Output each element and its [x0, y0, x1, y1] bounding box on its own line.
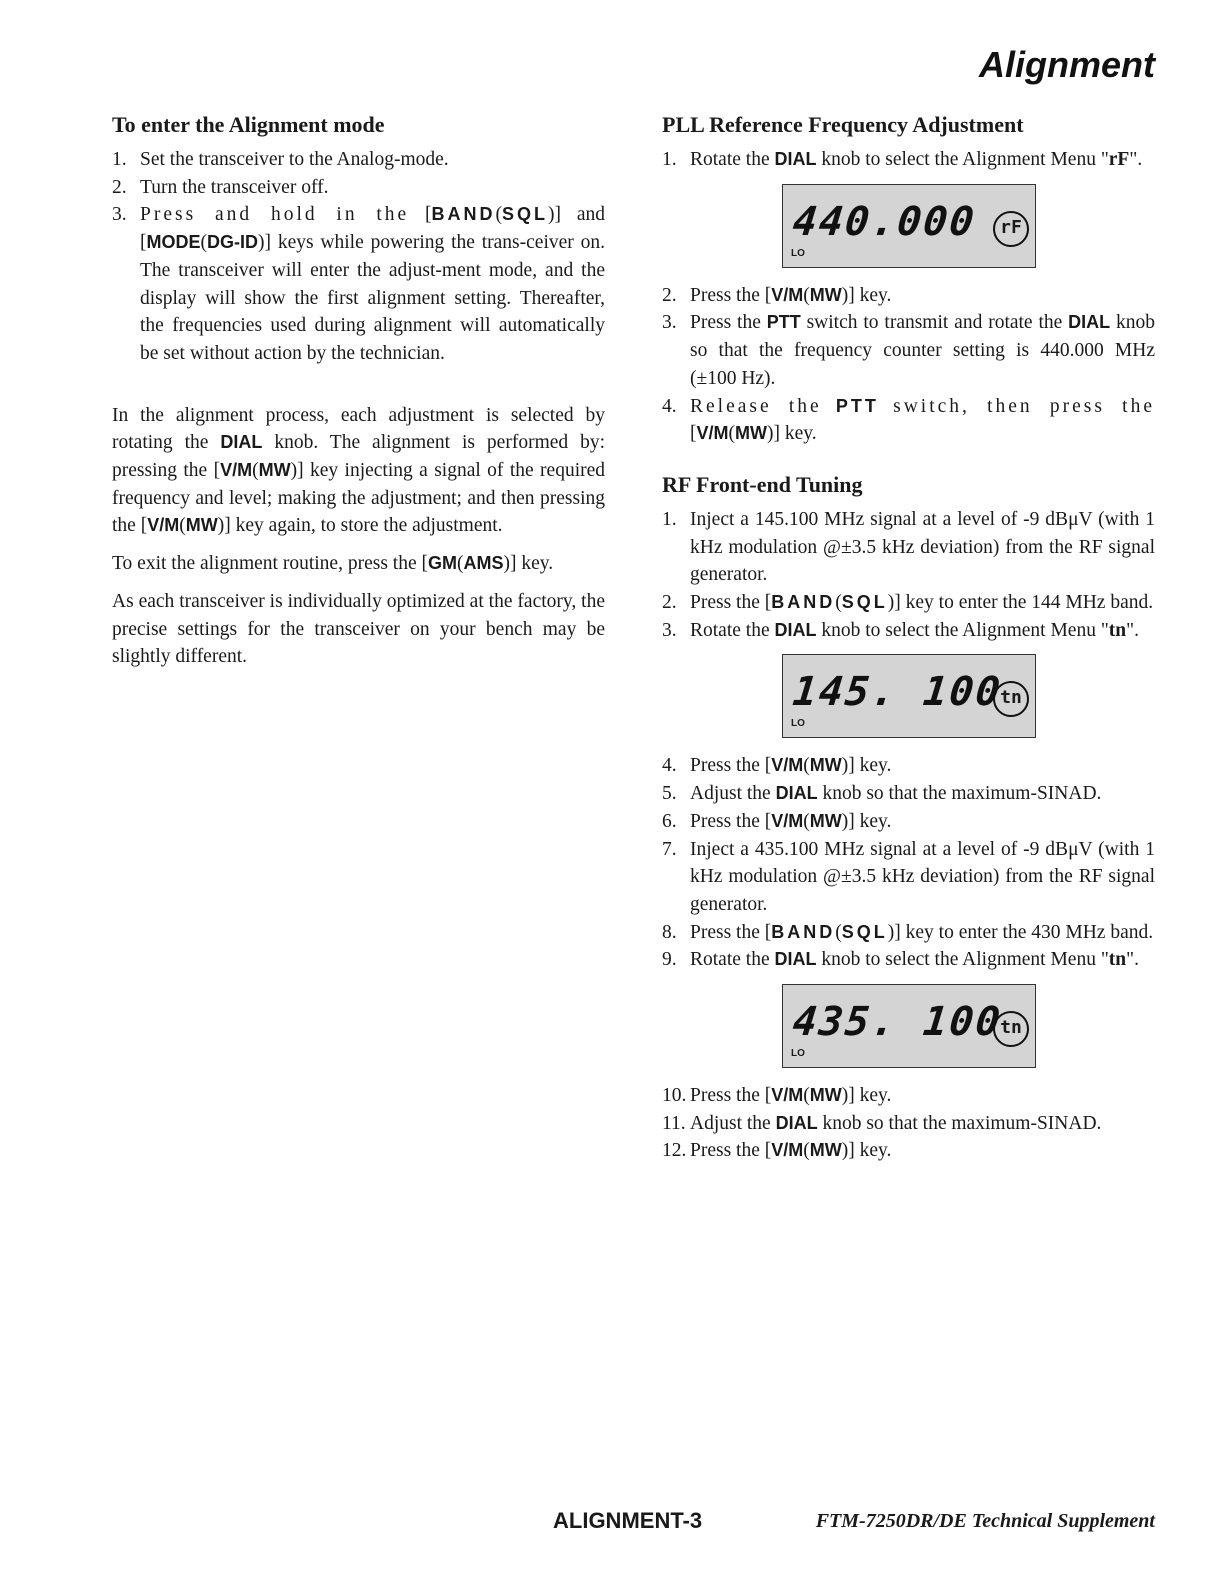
- list-item: [662, 146, 1155, 174]
- lcd-menu-code: rF: [993, 211, 1029, 247]
- step-number: 2.: [662, 592, 677, 614]
- list-item: [662, 946, 1155, 974]
- left-column: [112, 110, 605, 681]
- page-footer: [0, 1508, 1225, 1538]
- step-number: 1.: [112, 149, 127, 170]
- enter-alignment-steps: [112, 146, 605, 368]
- step-number: 12.: [662, 1140, 687, 1162]
- step-number: 4.: [662, 755, 677, 777]
- step-text: Inject a 435.100 MHz signal at a level of -9 dBμV (with 1 kHz modulation @±3.5 kHz deviation) from the RF signal generator.: [690, 838, 1155, 915]
- step-number: 3.: [662, 312, 677, 334]
- step-number: 2.: [112, 176, 127, 198]
- step-text: Adjust the DIAL knob so that the maximum-SINAD.: [690, 1112, 1102, 1134]
- step-text: Press and hold in the [BAND(SQL)] and [MODE(DG-ID)] keys while powering the trans-ceiver on. The transceiver will enter the adjust-ment mode, and the display will show the first alignment setting. Thereafter, the frequencies used during alignment will automatically be set without action by the technician.: [140, 204, 605, 364]
- list-item: [112, 201, 605, 367]
- lcd-menu-code: tn: [993, 681, 1029, 717]
- lcd-lo-indicator: LO: [791, 718, 805, 730]
- lcd-display-rf: [782, 184, 1036, 268]
- list-item: [112, 174, 605, 202]
- step-text: Press the [V/M(MW)] key.: [690, 755, 892, 777]
- list-item: [662, 836, 1155, 919]
- step-number: 1.: [662, 149, 677, 170]
- step-number: 8.: [662, 921, 677, 943]
- step-text: Press the [V/M(MW)] key.: [690, 810, 892, 832]
- lcd-display-tn-435: [782, 984, 1036, 1068]
- step-text: Set the transceiver to the Analog-mode.: [140, 149, 449, 170]
- step-text: Press the PTT switch to transmit and rotate the DIAL knob so that the frequency counter setting is 440.000 MHz (±100 Hz).: [690, 312, 1156, 389]
- list-item: [662, 752, 1155, 780]
- footer-page-number: ALIGNMENT-3: [553, 1508, 703, 1533]
- step-number: 6.: [662, 810, 677, 832]
- lcd-lo-indicator: LO: [791, 1048, 805, 1060]
- paragraph-process: In the alignment process, each adjustment is selected by rotating the DIAL knob. The alignment is performed by: pressing the [V/M(MW)] key injecting a signal of the required frequency and level; making the adjustment; and then pressing the [V/M(MW)] key again, to store the adjustment.: [112, 404, 606, 537]
- list-item: [662, 1082, 1155, 1110]
- step-number: 9.: [662, 949, 677, 971]
- step-text: Rotate the DIAL knob to select the Alignment Menu "rF".: [690, 149, 1143, 170]
- paragraph-optimized: As each transceiver is individually optimized at the factory, the precise settings for the transceiver on your bench may be slightly different.: [112, 590, 605, 668]
- footer-document-title: FTM-7250DR/DE Technical Supplement: [815, 1510, 1155, 1532]
- step-text: Press the [BAND(SQL)] key to enter the 144 MHz band.: [690, 592, 1154, 614]
- pll-steps-b: [662, 282, 1155, 448]
- lcd-frequency: 145. 100: [790, 669, 1005, 716]
- list-item: [662, 282, 1155, 310]
- list-item: [662, 589, 1155, 617]
- lcd-menu-code: tn: [993, 1011, 1029, 1047]
- list-item: [112, 146, 605, 174]
- list-item: [662, 617, 1155, 645]
- lcd-display-tn-145: [782, 654, 1036, 738]
- list-item: [662, 919, 1155, 947]
- pll-heading: PLL Reference Frequency Adjustment: [662, 112, 1024, 137]
- paragraph-exit: To exit the alignment routine, press the [GM(AMS)] key.: [112, 553, 554, 575]
- list-item: [662, 808, 1155, 836]
- lcd-lo-indicator: LO: [791, 247, 805, 259]
- rf-steps-c: [662, 1082, 1155, 1165]
- rf-heading: RF Front-end Tuning: [662, 471, 863, 497]
- list-item: [662, 393, 1155, 448]
- step-text: Turn the transceiver off.: [140, 176, 329, 198]
- step-number: 11.: [662, 1112, 686, 1134]
- rf-steps-a: [662, 506, 1155, 645]
- list-item: [662, 506, 1155, 589]
- lcd-frequency: 440.000: [790, 198, 978, 245]
- pll-steps-a: [662, 146, 1155, 174]
- step-text: Rotate the DIAL knob to select the Alignment Menu "tn".: [690, 949, 1139, 971]
- page-title: Alignment: [979, 44, 1155, 85]
- rf-steps-b: [662, 752, 1155, 974]
- step-text: Press the [V/M(MW)] key.: [690, 1140, 892, 1162]
- enter-alignment-heading: To enter the Alignment mode: [112, 112, 385, 137]
- step-number: 3.: [112, 204, 127, 226]
- step-number: 7.: [662, 838, 677, 860]
- step-text: Release the PTT switch, then press the [V/M(MW)] key.: [690, 395, 1155, 445]
- list-item: [662, 309, 1155, 392]
- list-item: [662, 1110, 1155, 1138]
- step-text: Rotate the DIAL knob to select the Alignment Menu "tn".: [690, 619, 1139, 641]
- step-number: 10.: [662, 1085, 687, 1107]
- right-column: [662, 110, 1155, 1165]
- step-number: 3.: [662, 619, 677, 641]
- step-number: 1.: [662, 508, 677, 530]
- lcd-frequency: 435. 100: [790, 999, 1005, 1046]
- list-item: [662, 780, 1155, 808]
- step-text: Inject a 145.100 MHz signal at a level of -9 dBμV (with 1 kHz modulation @±3.5 kHz deviation) from the RF signal generator.: [690, 508, 1155, 586]
- step-number: 2.: [662, 284, 677, 306]
- step-text: Press the [V/M(MW)] key.: [690, 284, 892, 306]
- list-item: [662, 1137, 1155, 1165]
- step-text: Press the [V/M(MW)] key.: [690, 1085, 892, 1107]
- step-number: 5.: [662, 783, 677, 805]
- step-number: 4.: [662, 395, 677, 417]
- step-text: Adjust the DIAL knob so that the maximum-SINAD.: [690, 783, 1102, 805]
- step-text: Press the [BAND(SQL)] key to enter the 430 MHz band.: [690, 921, 1154, 943]
- rf-section: [662, 470, 1155, 1165]
